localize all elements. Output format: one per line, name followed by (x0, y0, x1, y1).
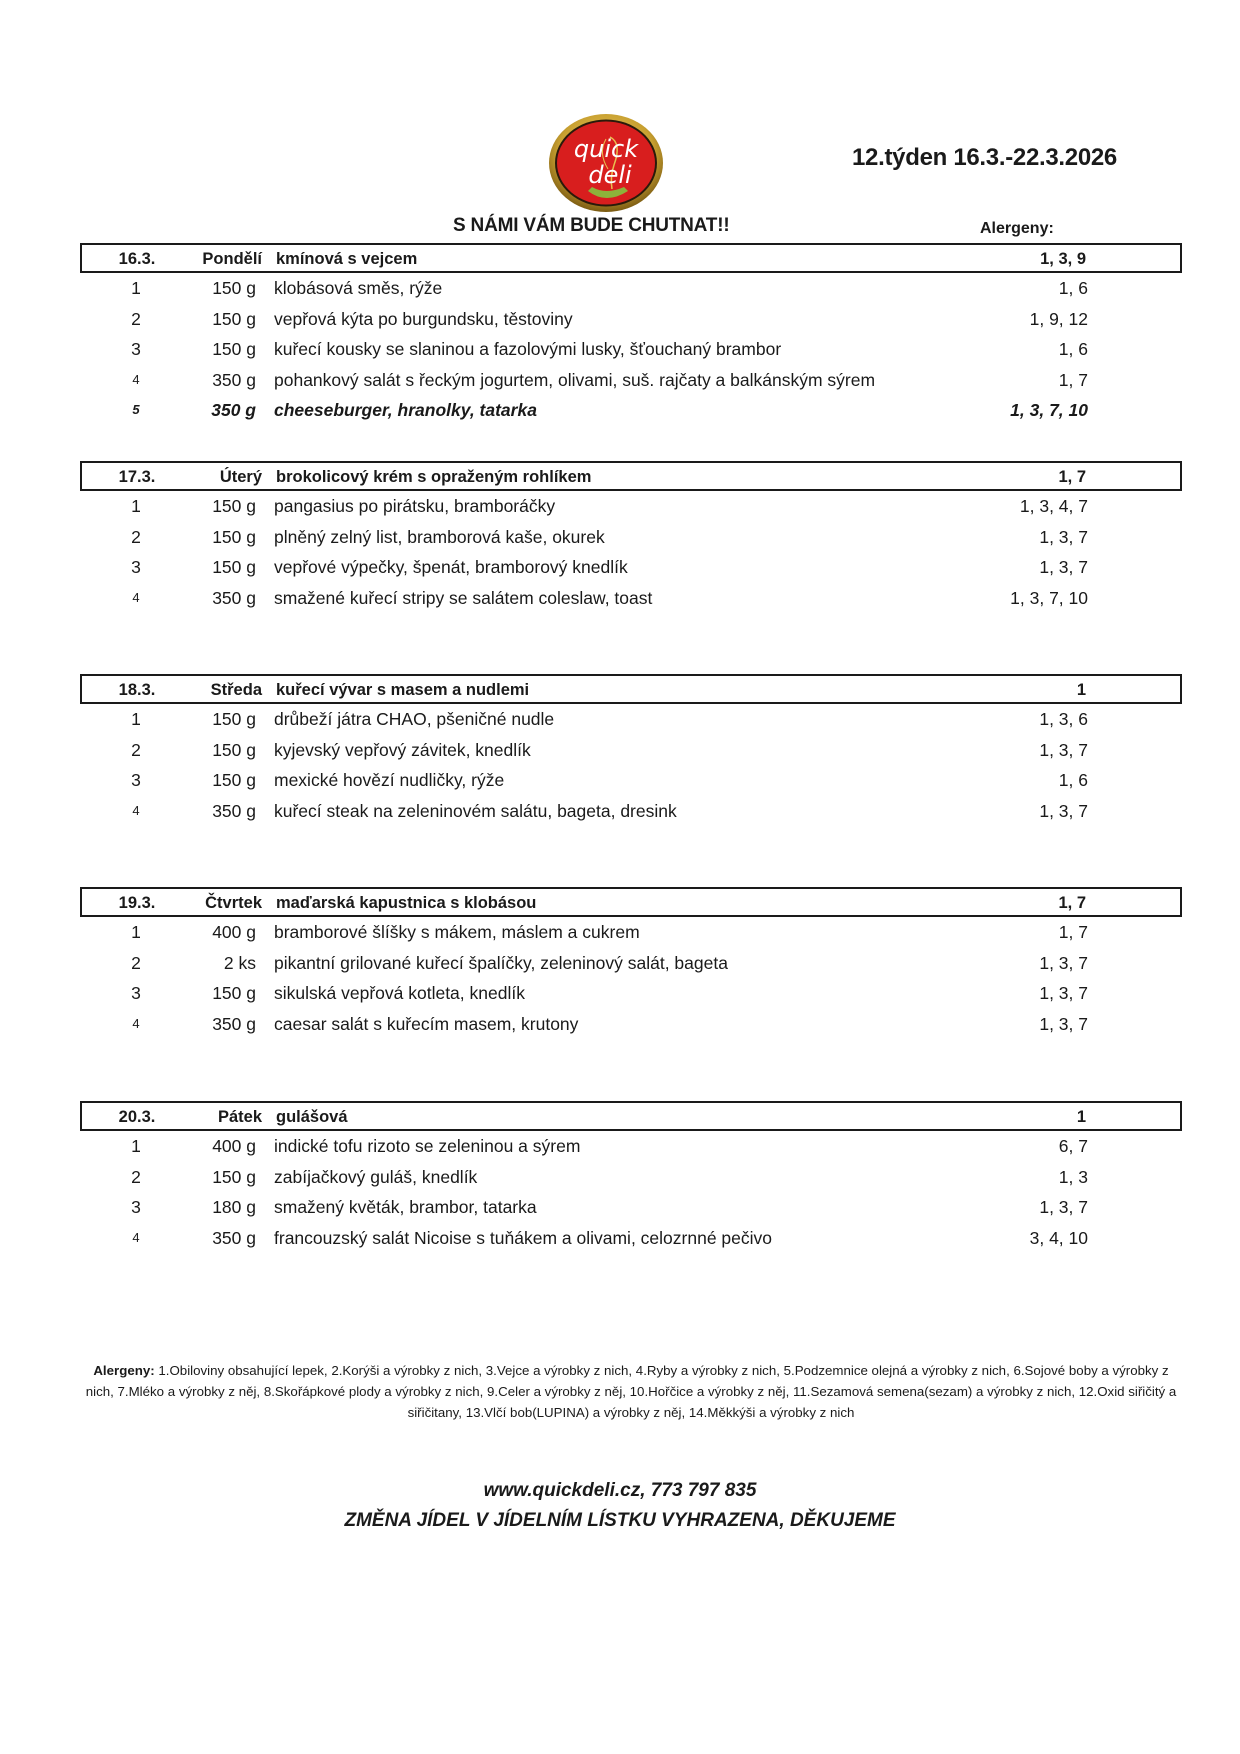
item-number: 2 (131, 952, 141, 973)
menu-item-row (80, 948, 1182, 979)
item-number: 4 (132, 1229, 140, 1245)
menu-item-row (80, 491, 1182, 522)
item-number: 3 (131, 770, 141, 790)
item-dish: smažený květák, brambor, tatarka (274, 1197, 537, 1217)
item-dish: caesar salát s kuřecím masem, krutony (274, 1013, 579, 1034)
menu-item-row (80, 1131, 1182, 1162)
item-number: 5 (132, 402, 140, 417)
item-allergens: 1, 3, 7 (1039, 739, 1088, 760)
item-allergens: 6, 7 (1058, 1136, 1088, 1156)
menu-item-row (80, 365, 1182, 396)
menu-item-row (80, 1162, 1182, 1193)
soup-name: maďarská kapustnica s klobásou (276, 894, 537, 912)
contact-website-phone: www.quickdeli.cz, 773 797 835 (483, 1480, 757, 1501)
item-quantity: 180 g (212, 1197, 256, 1217)
day-date: 20.3. (118, 1108, 156, 1126)
slogan: S NÁMI VÁM BUDE CHUTNAT!! (453, 215, 730, 236)
item-allergens: 1, 3, 7 (1039, 952, 1088, 973)
item-number: 3 (131, 1197, 141, 1217)
item-allergens: 1, 6 (1058, 339, 1088, 359)
item-allergens: 1, 6 (1058, 278, 1088, 298)
item-dish: sikulská vepřová kotleta, knedlík (274, 983, 525, 1003)
item-dish: pangasius po pirátsku, bramboráčky (274, 496, 556, 516)
item-dish: smažené kuřecí stripy se salátem coleslaw, toast (274, 587, 653, 608)
item-number: 2 (131, 739, 141, 760)
item-dish: indické tofu rizoto se zeleninou a sýrem (274, 1136, 581, 1156)
day-name: Středa (210, 681, 262, 699)
item-dish: kyjevský vepřový závitek, knedlík (274, 739, 531, 760)
item-allergens: 1, 3, 7 (1039, 1013, 1088, 1034)
menu-item-row (80, 334, 1182, 365)
item-number: 3 (131, 557, 141, 577)
menu-items (80, 917, 1182, 1039)
menu-item-row (80, 304, 1182, 335)
item-number: 1 (131, 496, 141, 516)
item-allergens: 1, 3, 6 (1039, 709, 1088, 729)
item-allergens: 1, 3, 7 (1039, 983, 1088, 1003)
item-number: 1 (131, 922, 141, 942)
item-dish: bramborové šlíšky s mákem, máslem a cukrem (274, 922, 640, 942)
item-number: 4 (132, 371, 140, 387)
item-quantity: 350 g (211, 400, 256, 420)
item-quantity: 150 g (212, 983, 256, 1003)
menu-items (80, 491, 1182, 613)
item-quantity: 150 g (212, 739, 256, 760)
item-allergens: 1, 9, 12 (1029, 308, 1088, 329)
item-quantity: 350 g (212, 800, 256, 821)
item-number: 1 (131, 1136, 141, 1156)
day-section-0 (80, 243, 1182, 426)
day-header-row (80, 887, 1182, 917)
day-name: Úterý (219, 468, 262, 486)
item-number: 2 (131, 1166, 141, 1187)
soup-allergens: 1, 3, 9 (1040, 250, 1086, 268)
item-dish: vepřové výpečky, špenát, bramborový knedlík (274, 557, 628, 577)
item-quantity: 150 g (212, 557, 256, 577)
menu-change-notice: ZMĚNA JÍDEL V JÍDELNÍM LÍSTKU VYHRAZENA, DĚKUJEME (344, 1510, 896, 1531)
item-allergens: 1, 7 (1058, 922, 1088, 942)
item-number: 3 (131, 339, 141, 359)
item-dish: francouzský salát Nicoise s tuňákem a olivami, celozrnné pečivo (274, 1227, 772, 1248)
day-header-row (80, 461, 1182, 491)
day-section-3 (80, 887, 1182, 1039)
item-quantity: 350 g (212, 1013, 256, 1034)
logo-text-quick: quick (573, 135, 639, 163)
item-allergens: 1, 3, 7, 10 (1010, 400, 1088, 420)
day-date: 17.3. (118, 468, 156, 486)
day-section-1 (80, 461, 1182, 613)
menu-item-row (80, 273, 1182, 304)
item-quantity: 150 g (212, 308, 256, 329)
item-quantity: 150 g (212, 709, 256, 729)
menu-item-row (80, 978, 1182, 1009)
item-dish: kuřecí kousky se slaninou a fazolovými lusky, šťouchaný brambor (274, 339, 782, 359)
contact-block (0, 1476, 1240, 1536)
item-dish: mexické hovězí nudličky, rýže (274, 770, 505, 790)
item-quantity: 150 g (212, 496, 256, 516)
item-quantity: 150 g (212, 526, 256, 547)
item-quantity: 400 g (212, 1136, 256, 1156)
day-section-4 (80, 1101, 1182, 1253)
item-dish: klobásová směs, rýže (274, 278, 443, 298)
menu-item-row (80, 1192, 1182, 1223)
allergen-legend (80, 1360, 1182, 1423)
menu-item-row (80, 765, 1182, 796)
logo-emblem-icon (548, 113, 664, 213)
item-allergens: 3, 4, 10 (1029, 1227, 1088, 1248)
soup-allergens: 1 (1076, 1108, 1086, 1126)
day-header-row (80, 1101, 1182, 1131)
item-quantity: 150 g (212, 278, 256, 298)
week-title: 12.týden 16.3.-22.3.2026 (852, 144, 1117, 171)
allergen-legend-text: 1.Obiloviny obsahující lepek, 2.Korýši a výrobky z nich, 3.Vejce a výrobky z nich, 4.Ryby a výrobky z nich, 5.Podzemnice olejná a výrobky z nich, 6.Sojové boby a výrobky z nich, 7.Mléko a výrobky z něj, 8.Skořápkové plody a výrobky z nich, 9.Celer a výrobky z něj, 10.Hořčice a výrobky z něj, 11.Sezamová semena(sezam) a výrobky z nich, 12.Oxid siřičitý a siřičitany, 13.Vlčí bob(LUPINA) a výrobky z něj, 14.Měkkýši a výrobky z nich (85, 1363, 1177, 1420)
item-allergens: 1, 3, 7 (1039, 800, 1088, 821)
menu-item-row (80, 917, 1182, 948)
item-allergens: 1, 3 (1058, 1166, 1088, 1187)
item-allergens: 1, 3, 4, 7 (1019, 496, 1088, 516)
menu-item-row (80, 796, 1182, 827)
item-quantity: 2 ks (223, 952, 256, 973)
menu-item-row (80, 735, 1182, 766)
logo-text-deli: deli (588, 161, 632, 189)
item-number: 4 (132, 1015, 140, 1031)
item-allergens: 1, 7 (1058, 369, 1088, 390)
soup-name: gulášová (276, 1108, 348, 1126)
item-number: 1 (131, 278, 141, 298)
item-dish: kuřecí steak na zeleninovém salátu, bageta, dresink (274, 800, 677, 821)
item-allergens: 1, 3, 7, 10 (1010, 587, 1088, 608)
menu-items (80, 1131, 1182, 1253)
menu-items (80, 273, 1182, 426)
day-date: 16.3. (118, 250, 156, 268)
menu-item-row (80, 522, 1182, 553)
soup-allergens: 1, 7 (1058, 468, 1086, 486)
item-quantity: 350 g (212, 1227, 256, 1248)
soup-allergens: 1 (1076, 681, 1086, 699)
day-section-2 (80, 674, 1182, 826)
item-dish: zabíjačkový guláš, knedlík (274, 1166, 478, 1187)
item-allergens: 1, 3, 7 (1039, 526, 1088, 547)
menu-item-row (80, 1009, 1182, 1040)
menu-item-row (80, 704, 1182, 735)
menu-item-row (80, 1223, 1182, 1254)
day-name: Pondělí (202, 250, 262, 268)
item-quantity: 150 g (212, 339, 256, 359)
item-dish: drůbeží játra CHAO, pšeničné nudle (274, 709, 555, 729)
item-number: 2 (131, 526, 141, 547)
day-header-row (80, 243, 1182, 273)
quick-deli-logo (548, 113, 664, 213)
menu-item-row (80, 583, 1182, 614)
item-quantity: 350 g (212, 369, 256, 390)
allergens-column-heading: Alergeny: (980, 220, 1054, 237)
item-number: 3 (131, 983, 141, 1003)
allergen-legend-label: Alergeny: (93, 1363, 155, 1378)
item-dish: pohankový salát s řeckým jogurtem, olivami, suš. rajčaty a balkánským sýrem (274, 369, 876, 390)
item-dish: plněný zelný list, bramborová kaše, okurek (274, 526, 605, 547)
day-date: 19.3. (118, 894, 156, 912)
item-dish: pikantní grilované kuřecí špalíčky, zeleninový salát, bageta (274, 952, 728, 973)
day-header-row (80, 674, 1182, 704)
soup-name: kuřecí vývar s masem a nudlemi (276, 681, 530, 699)
day-name: Čtvrtek (205, 894, 262, 912)
item-quantity: 150 g (212, 770, 256, 790)
item-allergens: 1, 3, 7 (1039, 1197, 1088, 1217)
item-quantity: 350 g (212, 587, 256, 608)
day-name: Pátek (217, 1108, 262, 1126)
item-quantity: 150 g (212, 1166, 256, 1187)
item-number: 1 (131, 709, 141, 729)
item-number: 4 (132, 589, 140, 605)
item-quantity: 400 g (212, 922, 256, 942)
menu-item-row (80, 552, 1182, 583)
item-number: 2 (131, 308, 141, 329)
item-dish: vepřová kýta po burgundsku, těstoviny (274, 308, 573, 329)
menu-items (80, 704, 1182, 826)
menu-item-row (80, 395, 1182, 426)
item-allergens: 1, 3, 7 (1039, 557, 1088, 577)
item-allergens: 1, 6 (1058, 770, 1088, 790)
item-dish: cheeseburger, hranolky, tatarka (274, 400, 537, 420)
item-number: 4 (132, 802, 140, 818)
day-date: 18.3. (118, 681, 156, 699)
soup-name: kmínová s vejcem (276, 250, 418, 268)
soup-name: brokolicový krém s opraženým rohlíkem (276, 468, 592, 486)
soup-allergens: 1, 7 (1058, 894, 1086, 912)
